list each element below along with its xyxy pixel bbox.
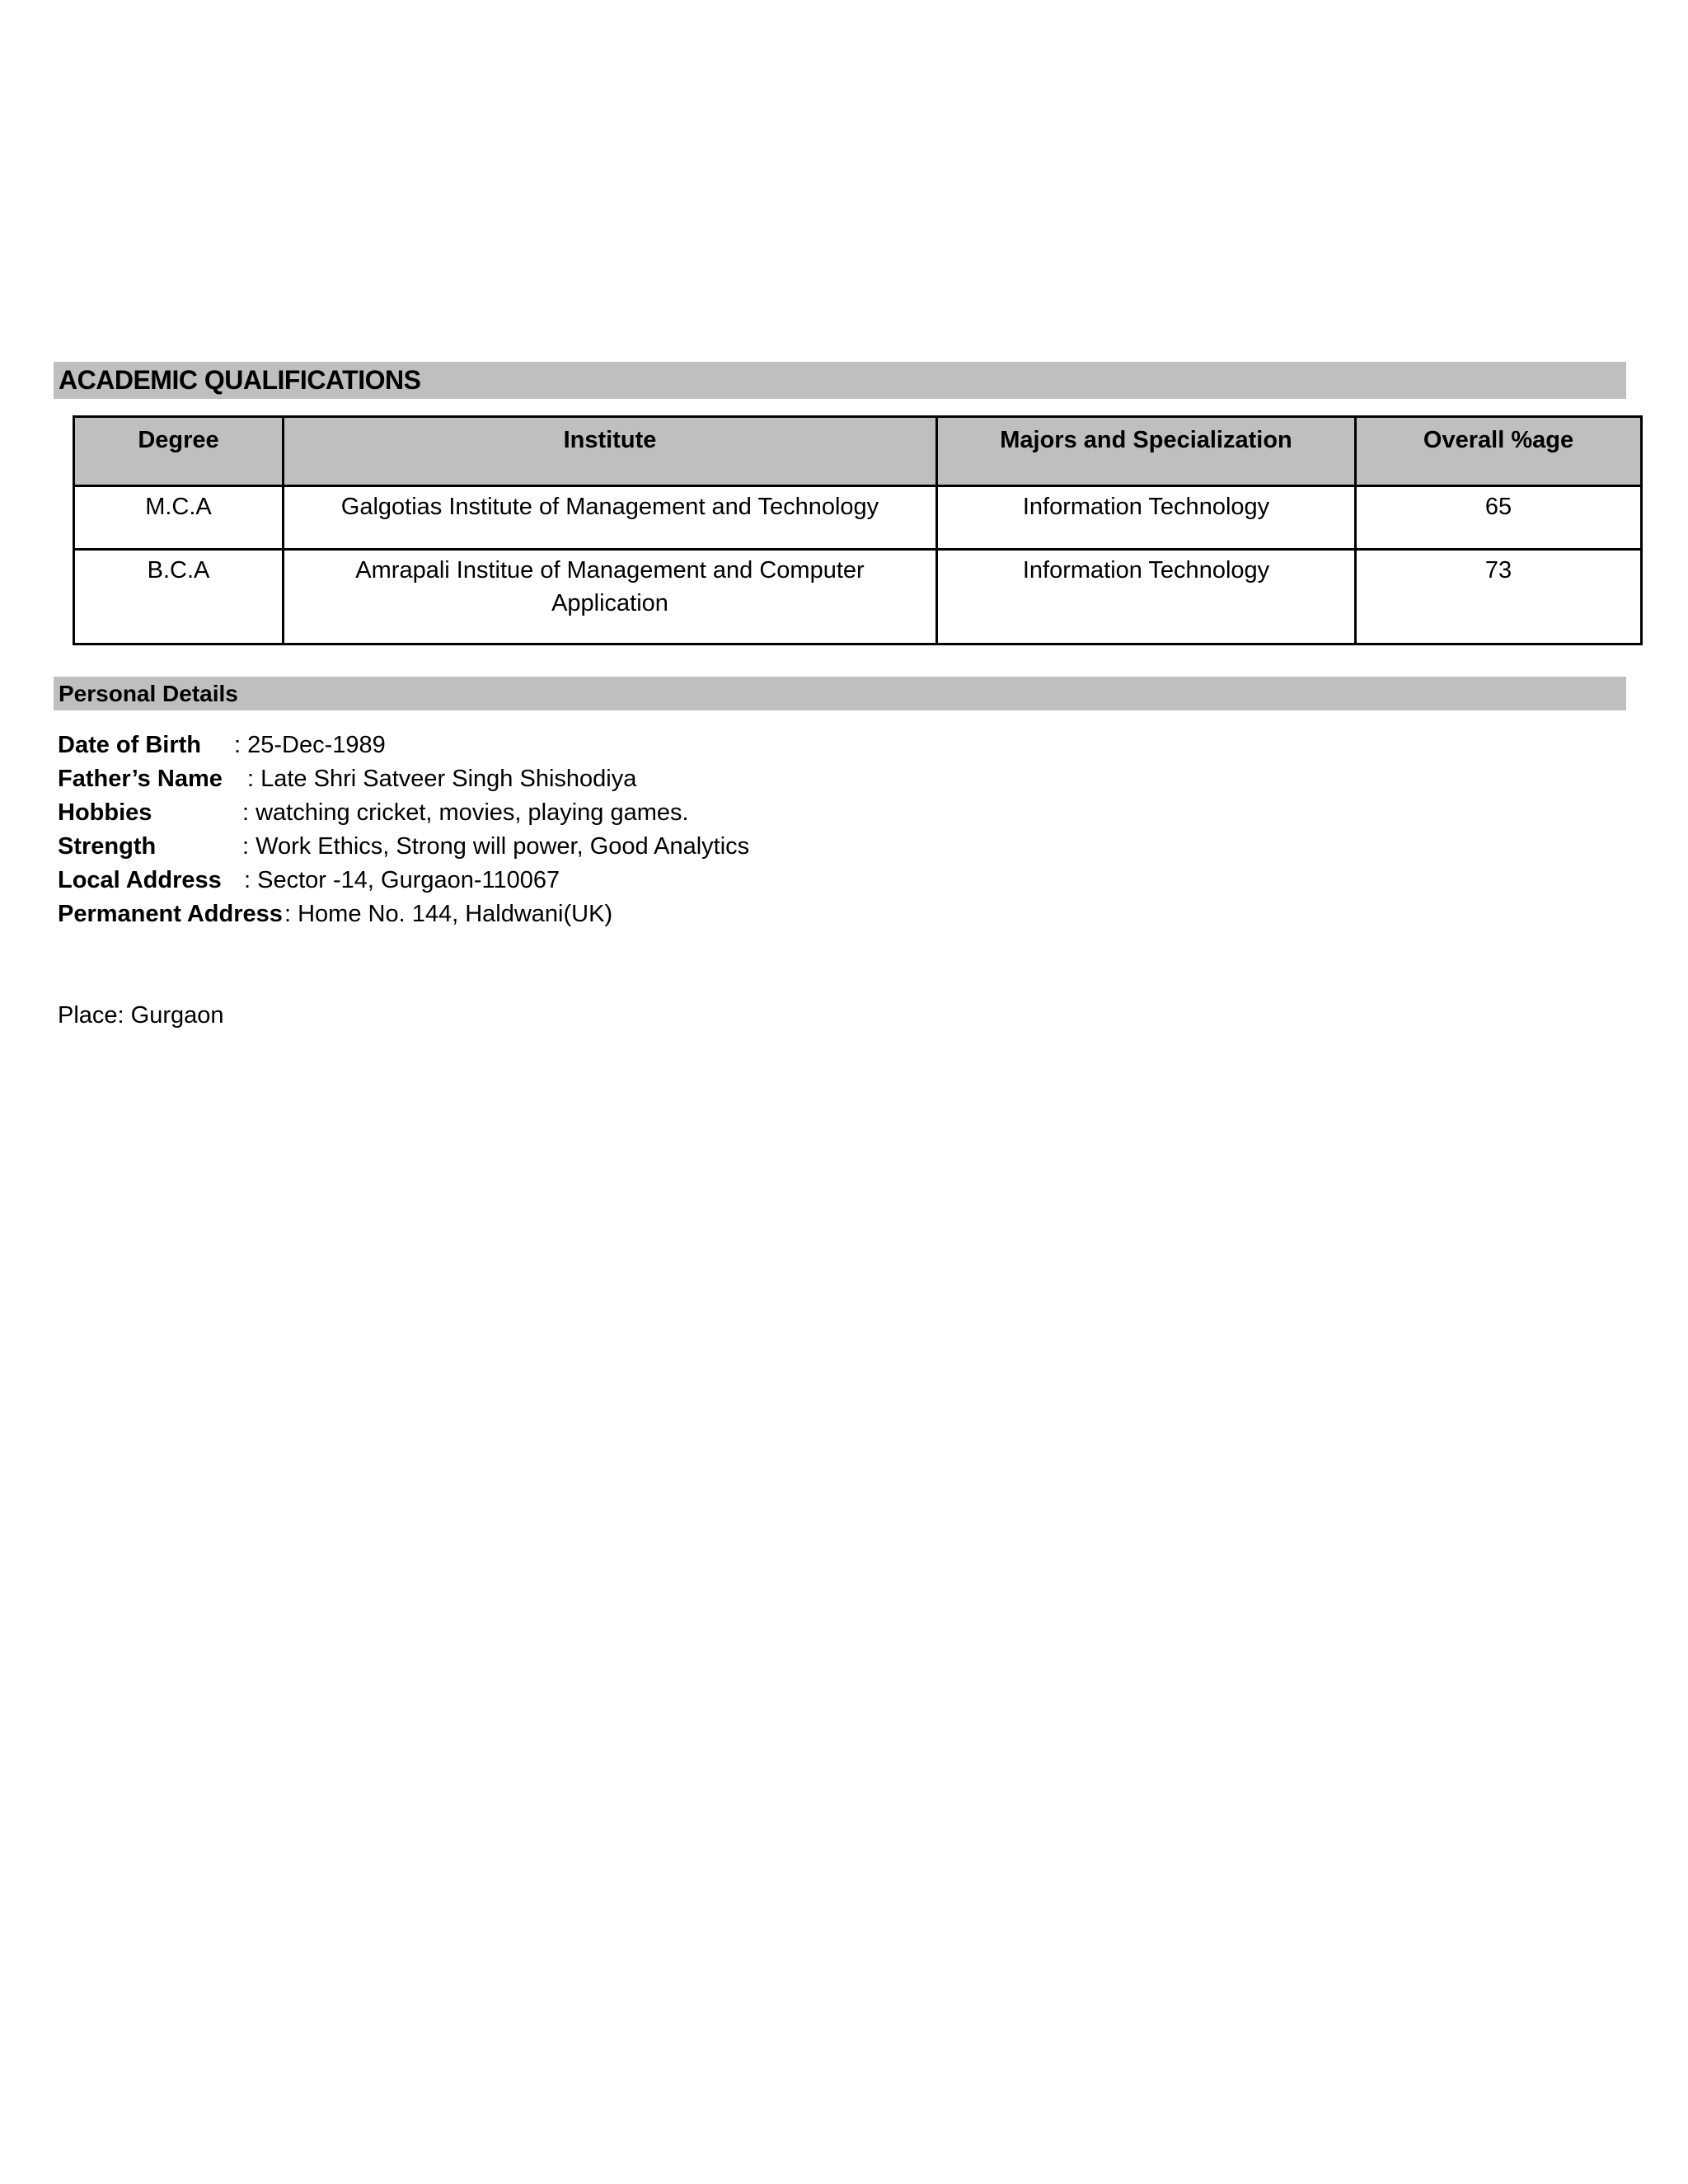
institute-line: Amrapali Institue of Management and Computer — [355, 557, 865, 583]
major-cell: Information Technology — [937, 550, 1356, 644]
detail-label: Permanent Address — [58, 901, 283, 927]
detail-value: : Late Shri Satveer Singh Shishodiya — [247, 766, 637, 792]
institute-line: Galgotias Institute of Management and Technology — [340, 494, 879, 520]
academic-qualifications-table — [73, 415, 1643, 645]
overall-cell: 73 — [1356, 550, 1642, 644]
table-header-row — [74, 417, 1642, 486]
detail-value: : Home No. 144, Haldwani(UK) — [284, 901, 613, 927]
detail-value: : Work Ethics, Strong will power, Good Analytics — [242, 833, 750, 860]
column-header-overall: Overall %age — [1356, 417, 1642, 486]
table-row — [74, 550, 1642, 644]
table-row — [74, 486, 1642, 550]
personal-details-heading: Personal Details — [54, 677, 1626, 710]
detail-value: : Sector -14, Gurgaon-110067 — [244, 867, 560, 893]
detail-value: : watching cricket, movies, playing games. — [242, 799, 689, 826]
detail-label: Hobbies — [58, 799, 152, 826]
detail-label: Local Address — [58, 867, 222, 893]
overall-cell: 65 — [1356, 486, 1642, 550]
place-line: Place: Gurgaon — [58, 1002, 224, 1029]
detail-label: Date of Birth — [58, 732, 201, 758]
detail-label: Strength — [58, 833, 157, 860]
degree-cell: B.C.A — [74, 550, 284, 644]
degree-cell: M.C.A — [74, 486, 284, 550]
major-cell: Information Technology — [937, 486, 1356, 550]
detail-label: Father’s Name — [58, 766, 223, 792]
institute-cell — [284, 550, 937, 644]
institute-cell — [284, 486, 937, 550]
column-header-degree: Degree — [74, 417, 284, 486]
detail-value: : 25-Dec-1989 — [234, 732, 386, 758]
academic-qualifications-heading: ACADEMIC QUALIFICATIONS — [54, 362, 1626, 399]
institute-line: Application — [551, 590, 668, 616]
column-header-institute: Institute — [284, 417, 937, 486]
column-header-majors: Majors and Specialization — [937, 417, 1356, 486]
